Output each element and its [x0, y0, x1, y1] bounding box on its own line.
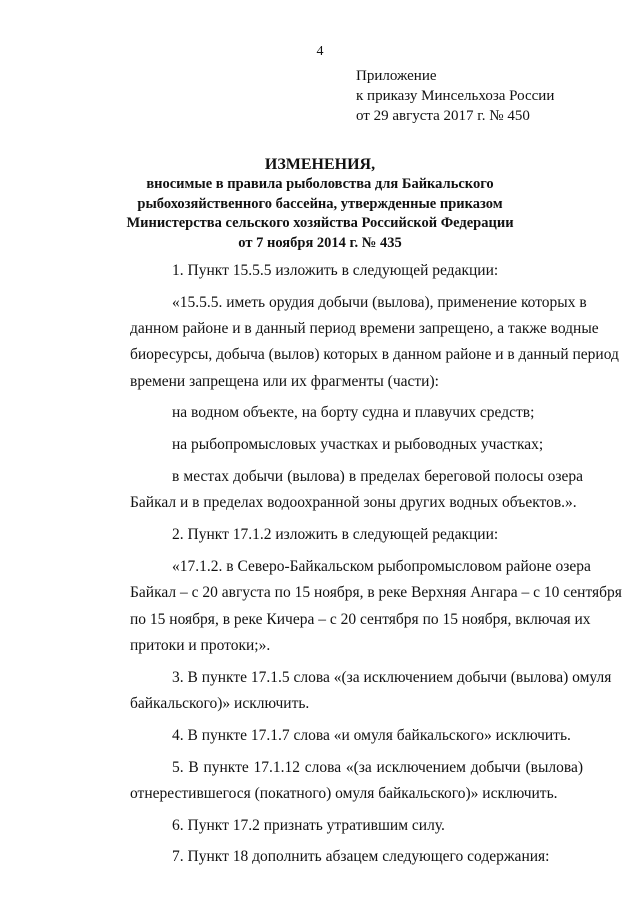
title-main: ИЗМЕНЕНИЯ,: [264, 156, 376, 173]
title-line: от 7 ноября 2014 г. № 435: [238, 234, 402, 251]
text-line: 7. Пункт 18 дополнить абзацем следующего содержания:: [172, 848, 550, 866]
title-line: Министерства сельского хозяйства Российской Федерации: [126, 215, 514, 231]
text-line: «15.5.5. иметь орудия добычи (вылова), применение которых в: [172, 293, 587, 311]
item-2: [88, 522, 583, 548]
document-body: [88, 258, 622, 876]
appendix-header: [356, 66, 554, 126]
item-7: [88, 844, 583, 870]
text-line: времени запрещена или их фрагменты (части):: [130, 372, 439, 390]
item-1-sub-3: [88, 464, 583, 517]
text-line: Байкал и в пределах водоохранной зоны других водных объектов.».: [130, 494, 577, 512]
text-line: 2. Пункт 17.1.2 изложить в следующей редакции:: [172, 526, 499, 544]
item-2-quote: [88, 554, 622, 659]
text-line: данном районе и в данный период времени запрещено, а также водные: [130, 320, 599, 338]
item-1-quote: [88, 290, 619, 395]
appendix-line: Приложение: [356, 68, 437, 84]
appendix-line: к приказу Минсельхоза России: [356, 88, 555, 104]
text-line: Байкал – с 20 августа по 15 ноября, в реке Верхняя Ангара – с 10 сентября: [130, 584, 622, 602]
document-title: [0, 155, 640, 253]
text-line: 3. В пункте 17.1.5 слова «(за исключением добычи (вылова) омуля: [172, 668, 612, 686]
text-line: по 15 ноября, в реке Кичера – с 20 сентября по 15 ноября, включая их: [130, 610, 591, 628]
text-line: биоресурсы, добыча (вылов) которых в данном районе и в данный период: [130, 346, 619, 364]
text-line: 1. Пункт 15.5.5 изложить в следующей редакции:: [172, 262, 499, 279]
item-6: [88, 813, 583, 839]
page-number: 4: [316, 44, 324, 59]
text-line: притоки и протоки;».: [130, 636, 271, 654]
title-subtitle: [0, 175, 640, 253]
item-4: [88, 723, 583, 749]
item-3: [88, 665, 612, 718]
item-1-sub-1: [88, 400, 583, 426]
text-line: 6. Пункт 17.2 признать утратившим силу.: [172, 816, 445, 834]
item-1-sub-2: [88, 432, 583, 458]
text-line: 5. В пункте 17.1.12 слова «(за исключением добычи (вылова): [172, 758, 583, 776]
text-line: на рыбопромысловых участках и рыбоводных участках;: [172, 436, 544, 454]
text-line: в местах добычи (вылова) в пределах береговой полосы озера: [172, 468, 583, 486]
item-5: [88, 755, 583, 808]
text-line: на водном объекте, на борту судна и плавучих средств;: [172, 404, 535, 422]
title-line: вносимые в правила рыболовства для Байкальского: [146, 176, 494, 192]
text-line: отнерестившегося (покатного) омуля байкальского)» исключить.: [130, 784, 558, 802]
title-line: рыбохозяйственного бассейна, утвержденные приказом: [137, 195, 503, 212]
text-line: 4. В пункте 17.1.7 слова «и омуля байкальского» исключить.: [172, 726, 571, 744]
appendix-line: от 29 августа 2017 г. № 450: [356, 108, 530, 124]
text-line: «17.1.2. в Северо-Байкальском рыбопромысловом районе озера: [172, 557, 591, 575]
item-1: [88, 258, 583, 284]
text-line: байкальского)» исключить.: [130, 694, 310, 712]
